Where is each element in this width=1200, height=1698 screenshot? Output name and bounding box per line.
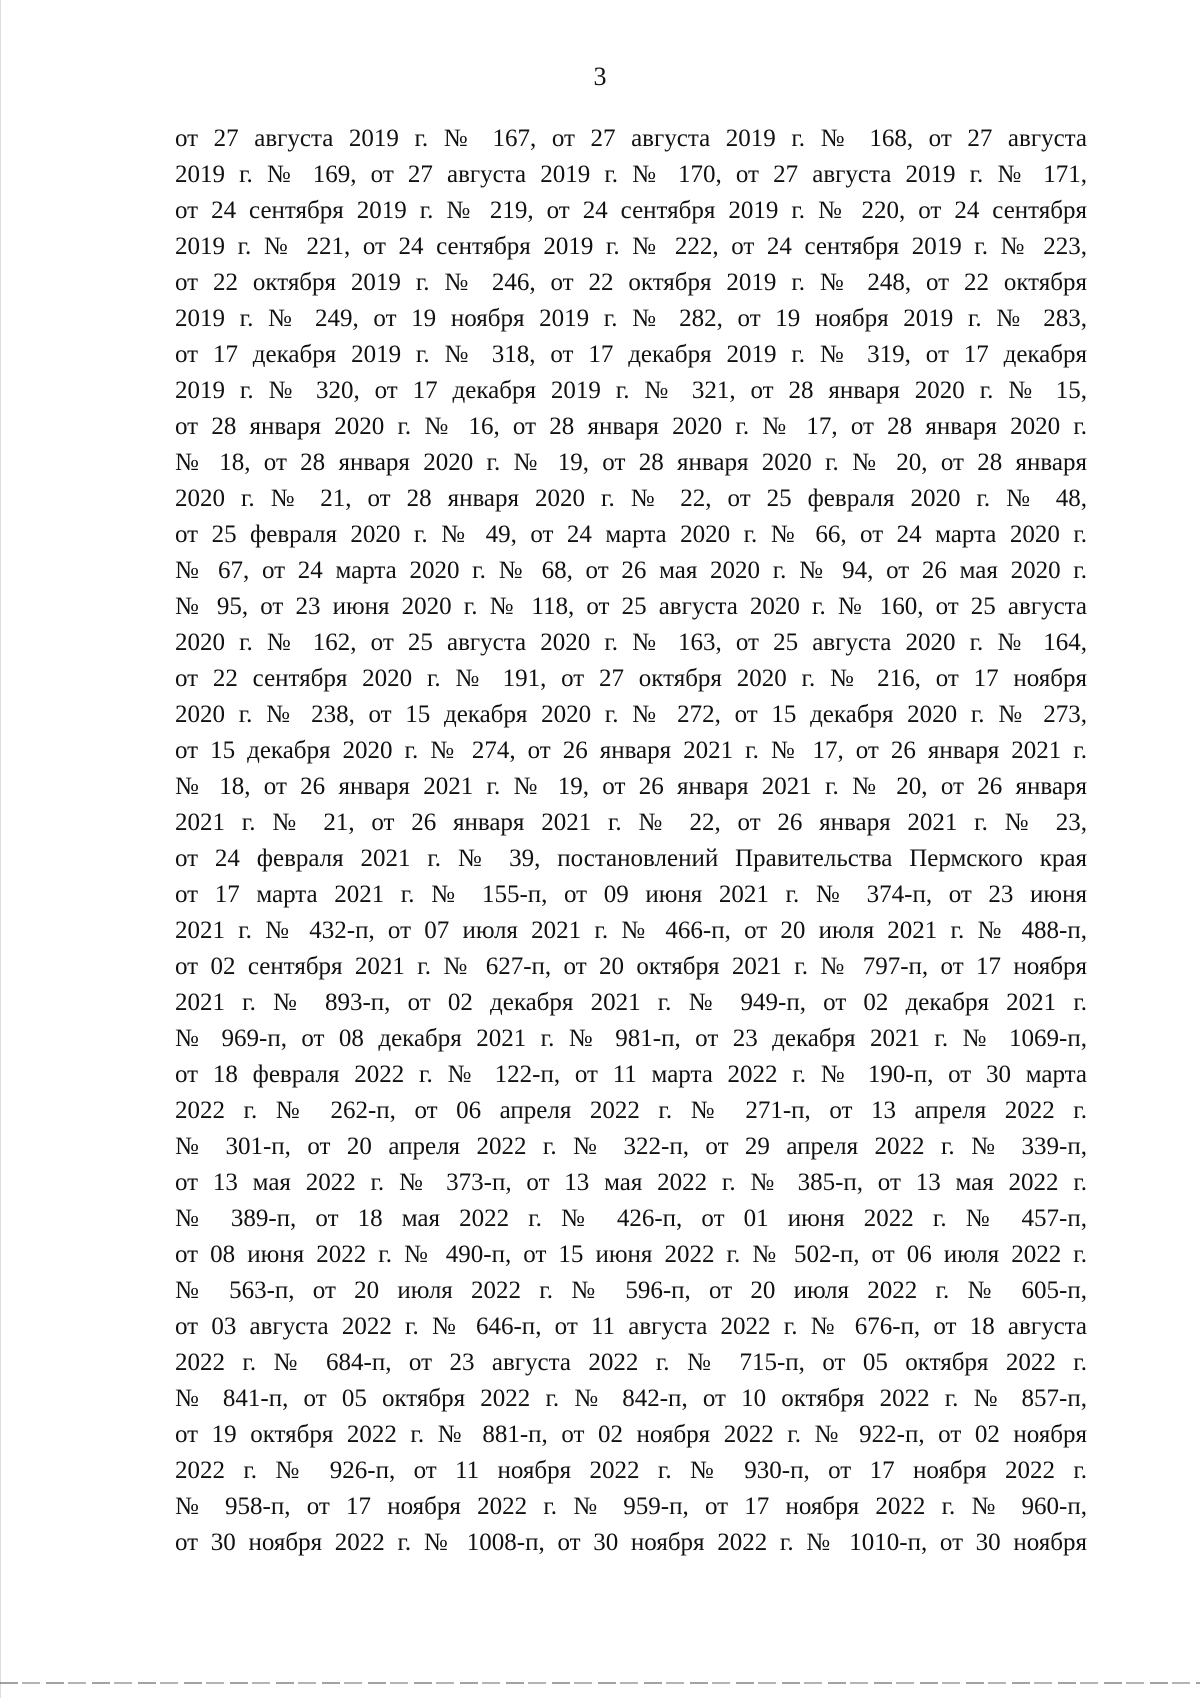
text-line <box>175 517 1087 553</box>
text-line-content: 2021 г. № 432-п, от 07 июля 2021 г. № 466-п, от 20 июля 2021 г. № 488-п, <box>175 917 1087 944</box>
text-line-content: № 389-п, от 18 мая 2022 г. № 426-п, от 01 июня 2022 г. № 457-п, <box>175 1205 1087 1232</box>
text-line <box>175 1021 1087 1057</box>
text-line-content: 2021 г. № 893-п, от 02 декабря 2021 г. № 949-п, от 02 декабря 2021 г. <box>175 989 1087 1016</box>
text-line-content: 2019 г. № 169, от 27 августа 2019 г. № 170, от 27 августа 2019 г. № 171, <box>175 161 1087 188</box>
text-line-content: 2020 г. № 238, от 15 декабря 2020 г. № 272, от 15 декабря 2020 г. № 273, <box>175 701 1087 728</box>
text-line <box>175 1273 1087 1309</box>
scan-edge-left <box>0 0 1 1698</box>
text-line-content: № 958-п, от 17 ноября 2022 г. № 959-п, от 17 ноября 2022 г. № 960-п, <box>175 1493 1087 1520</box>
text-line <box>175 589 1087 625</box>
text-line <box>175 805 1087 841</box>
text-line <box>175 1381 1087 1417</box>
text-line-content: от 18 февраля 2022 г. № 122-п, от 11 марта 2022 г. № 190-п, от 30 марта <box>175 1061 1087 1088</box>
text-line <box>175 553 1087 589</box>
text-line-content: от 27 августа 2019 г. № 167, от 27 августа 2019 г. № 168, от 27 августа <box>175 125 1087 152</box>
text-line-content: 2019 г. № 221, от 24 сентября 2019 г. № 222, от 24 сентября 2019 г. № 223, <box>175 233 1087 260</box>
text-line-content: от 24 февраля 2021 г. № 39, постановлений Правительства Пермского края <box>175 845 1087 872</box>
text-line <box>175 1309 1087 1345</box>
text-line-content: 2022 г. № 684-п, от 23 августа 2022 г. № 715-п, от 05 октября 2022 г. <box>175 1349 1087 1376</box>
text-line <box>175 661 1087 697</box>
text-line <box>175 1057 1087 1093</box>
text-line <box>175 229 1087 265</box>
text-line-content: 2020 г. № 21, от 28 января 2020 г. № 22, от 25 февраля 2020 г. № 48, <box>175 485 1087 512</box>
text-line <box>175 1525 1087 1561</box>
text-line <box>175 733 1087 769</box>
body-text <box>175 121 1087 1561</box>
text-line <box>175 157 1087 193</box>
text-line-content: 2019 г. № 249, от 19 ноября 2019 г. № 282, от 19 ноября 2019 г. № 283, <box>175 305 1087 332</box>
text-line <box>175 985 1087 1021</box>
text-line <box>175 1417 1087 1453</box>
text-line <box>175 481 1087 517</box>
text-line <box>175 265 1087 301</box>
page-number: 3 <box>593 62 607 91</box>
text-line-content: 2019 г. № 320, от 17 декабря 2019 г. № 321, от 28 января 2020 г. № 15, <box>175 377 1087 404</box>
text-line <box>175 913 1087 949</box>
text-line-content: № 969-п, от 08 декабря 2021 г. № 981-п, от 23 декабря 2021 г. № 1069-п, <box>175 1025 1087 1052</box>
text-line-content: от 25 февраля 2020 г. № 49, от 24 марта 2020 г. № 66, от 24 марта 2020 г. <box>175 521 1087 548</box>
text-line <box>175 193 1087 229</box>
text-line <box>175 409 1087 445</box>
text-line <box>175 1165 1087 1201</box>
text-line-content: № 18, от 26 января 2021 г. № 19, от 26 января 2021 г. № 20, от 26 января <box>175 773 1087 800</box>
scan-edge-bottom <box>0 1682 1200 1684</box>
text-line <box>175 1345 1087 1381</box>
text-line <box>175 1489 1087 1525</box>
text-line-content: № 18, от 28 января 2020 г. № 19, от 28 января 2020 г. № 20, от 28 января <box>175 449 1087 476</box>
text-line-content: от 13 мая 2022 г. № 373-п, от 13 мая 2022 г. № 385-п, от 13 мая 2022 г. <box>175 1169 1087 1196</box>
text-line-content: № 95, от 23 июня 2020 г. № 118, от 25 августа 2020 г. № 160, от 25 августа <box>175 593 1087 620</box>
text-line <box>175 445 1087 481</box>
text-line-content: от 15 декабря 2020 г. № 274, от 26 января 2021 г. № 17, от 26 января 2021 г. <box>175 737 1087 764</box>
text-line <box>175 373 1087 409</box>
text-line-content: от 19 октября 2022 г. № 881-п, от 02 ноября 2022 г. № 922-п, от 02 ноября <box>175 1421 1087 1448</box>
text-line-content: 2022 г. № 262-п, от 06 апреля 2022 г. № 271-п, от 13 апреля 2022 г. <box>175 1097 1087 1124</box>
text-line-content: от 17 марта 2021 г. № 155-п, от 09 июня 2021 г. № 374-п, от 23 июня <box>175 881 1087 908</box>
text-line-content: от 30 ноября 2022 г. № 1008-п, от 30 ноября 2022 г. № 1010-п, от 30 ноября <box>175 1529 1087 1556</box>
text-line-content: от 08 июня 2022 г. № 490-п, от 15 июня 2022 г. № 502-п, от 06 июля 2022 г. <box>175 1241 1087 1268</box>
text-line <box>175 625 1087 661</box>
text-line <box>175 1093 1087 1129</box>
text-line-content: от 24 сентября 2019 г. № 219, от 24 сентября 2019 г. № 220, от 24 сентября <box>175 197 1087 224</box>
text-line-content: № 563-п, от 20 июля 2022 г. № 596-п, от 20 июля 2022 г. № 605-п, <box>175 1277 1087 1304</box>
text-line-content: от 17 декабря 2019 г. № 318, от 17 декабря 2019 г. № 319, от 17 декабря <box>175 341 1087 368</box>
text-line-content: № 841-п, от 05 октября 2022 г. № 842-п, от 10 октября 2022 г. № 857-п, <box>175 1385 1087 1412</box>
text-line <box>175 1201 1087 1237</box>
text-line <box>175 697 1087 733</box>
text-line <box>175 301 1087 337</box>
text-line <box>175 949 1087 985</box>
text-line <box>175 1237 1087 1273</box>
text-line-content: от 02 сентября 2021 г. № 627-п, от 20 октября 2021 г. № 797-п, от 17 ноября <box>175 953 1087 980</box>
text-line-content: от 22 сентября 2020 г. № 191, от 27 октября 2020 г. № 216, от 17 ноября <box>175 665 1087 692</box>
text-line <box>175 877 1087 913</box>
text-line-content: от 03 августа 2022 г. № 646-п, от 11 августа 2022 г. № 676-п, от 18 августа <box>175 1313 1087 1340</box>
text-line <box>175 1129 1087 1165</box>
text-line-content: 2020 г. № 162, от 25 августа 2020 г. № 163, от 25 августа 2020 г. № 164, <box>175 629 1087 656</box>
text-line <box>175 769 1087 805</box>
text-line-content: № 301-п, от 20 апреля 2022 г. № 322-п, от 29 апреля 2022 г. № 339-п, <box>175 1133 1087 1160</box>
text-line-content: от 28 января 2020 г. № 16, от 28 января 2020 г. № 17, от 28 января 2020 г. <box>175 413 1087 440</box>
text-line <box>175 841 1087 877</box>
text-line-content: 2022 г. № 926-п, от 11 ноября 2022 г. № 930-п, от 17 ноября 2022 г. <box>175 1457 1087 1484</box>
text-line-content: 2021 г. № 21, от 26 января 2021 г. № 22, от 26 января 2021 г. № 23, <box>175 809 1087 836</box>
text-line-content: № 67, от 24 марта 2020 г. № 68, от 26 мая 2020 г. № 94, от 26 мая 2020 г. <box>175 557 1087 584</box>
text-line <box>175 337 1087 373</box>
text-line <box>175 1453 1087 1489</box>
text-line-content: от 22 октября 2019 г. № 246, от 22 октября 2019 г. № 248, от 22 октября <box>175 269 1087 296</box>
text-line <box>175 121 1087 157</box>
